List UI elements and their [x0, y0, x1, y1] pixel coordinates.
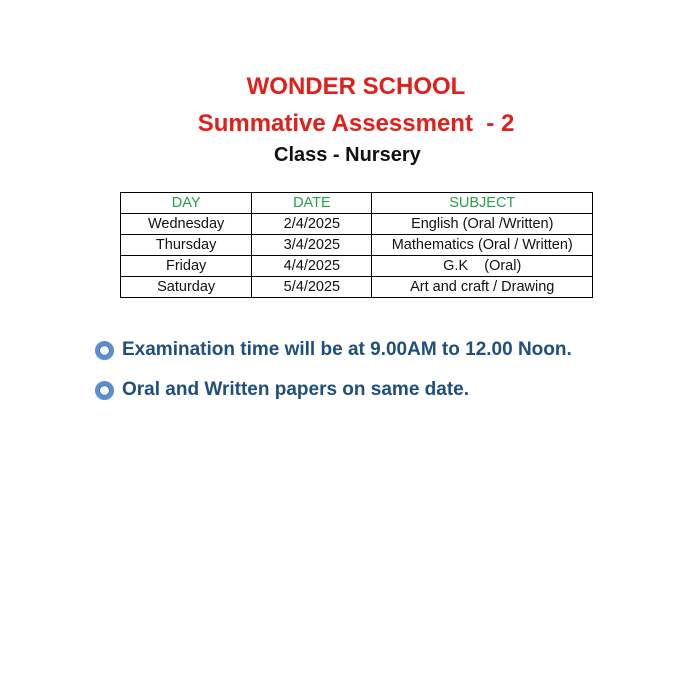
table-row: [121, 277, 593, 298]
list-item: [95, 377, 572, 403]
assessment-title: Summative Assessment - 2: [197, 110, 515, 137]
circle-bullet-icon: [95, 341, 114, 360]
date-cell: 2/4/2025: [252, 214, 372, 235]
date-cell: 4/4/2025: [252, 256, 372, 277]
table-row: [121, 214, 593, 235]
subject-cell: Art and craft / Drawing: [372, 277, 593, 298]
subject-cell: Mathematics (Oral / Written): [372, 235, 593, 256]
school-name: WONDER SCHOOL: [246, 73, 466, 100]
column-header-day: DAY: [121, 193, 252, 214]
table-row: [121, 256, 593, 277]
day-cell: Wednesday: [121, 214, 252, 235]
date-cell: 3/4/2025: [252, 235, 372, 256]
day-cell: Thursday: [121, 235, 252, 256]
exam-schedule-table: [120, 192, 593, 298]
note-text: Oral and Written papers on same date.: [122, 379, 470, 400]
subject-cell: English (Oral /Written): [372, 214, 593, 235]
class-title: Class - Nursery: [274, 144, 421, 166]
exam-notes-list: [95, 337, 572, 417]
table-header-row: [121, 193, 593, 214]
note-text: Examination time will be at 9.00AM to 12.00 Noon.: [122, 339, 572, 360]
day-cell: Friday: [121, 256, 252, 277]
column-header-date: DATE: [252, 193, 372, 214]
day-cell: Saturday: [121, 277, 252, 298]
circle-bullet-icon: [95, 381, 114, 400]
list-item: [95, 337, 572, 363]
column-header-subject: SUBJECT: [372, 193, 593, 214]
subject-cell: G.K (Oral): [372, 256, 593, 277]
date-cell: 5/4/2025: [252, 277, 372, 298]
table-row: [121, 235, 593, 256]
